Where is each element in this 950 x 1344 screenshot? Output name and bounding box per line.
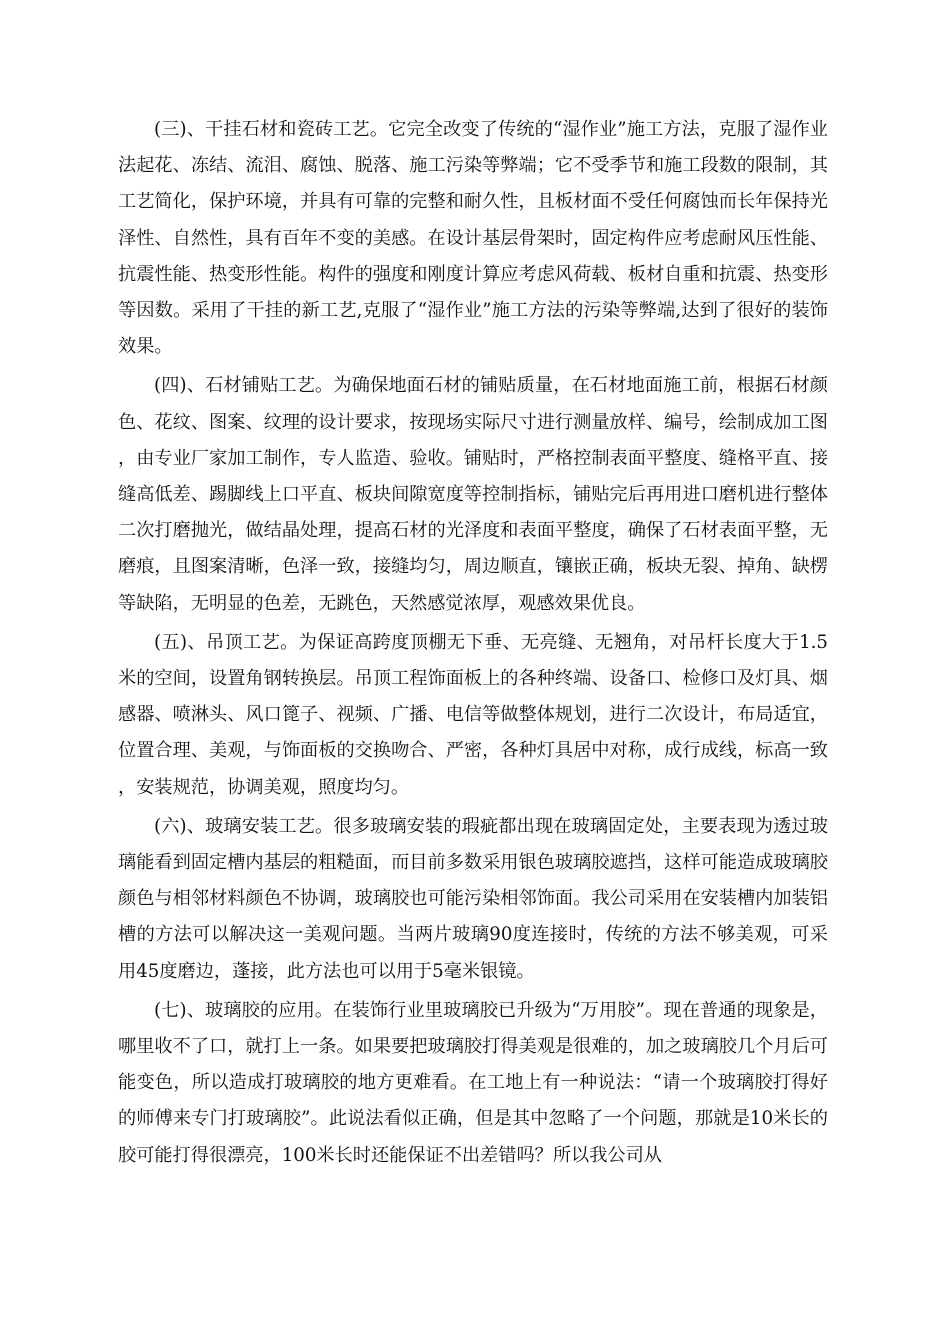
paragraph-section-3: (三)、干挂石材和瓷砖工艺。它完全改变了传统的“湿作业”施工方法，克服了湿作业法起花、冻结、流泪、腐蚀、脱落、施工污染等弊端；它不受季节和施工段数的限制，其工艺简化，保护环境，并具有可靠的完整和耐久性，且板材面不受任何腐蚀而长年保持光泽性、自然性，具有百年不变的美感。在设计基层骨架时，固定构件应考虑耐风压性能、抗震性能、热变形性能。构件的强度和刚度计算应考虑风荷载、板材自重和抗震、热变形等因数。采用了干挂的新工艺,克服了“湿作业”施工方法的污染等弊端,达到了很好的装饰效果。 — [118, 119, 828, 358]
paragraph-section-6: (六)、玻璃安装工艺。很多玻璃安装的瑕疵都出现在玻璃固定处，主要表现为透过玻璃能看到固定槽内基层的粗糙面，而目前多数采用银色玻璃胶遮挡，这样可能造成玻璃胶颜色与相邻材料颜色不协调，玻璃胶也可能污染相邻饰面。我公司采用在安装槽内加装铝槽的方法可以解决这一美观问题。当两片玻璃90度连接时，传统的方法不够美观，可采用45度磨边，蓬接，此方法也可以用于5毫米银镜。 — [118, 815, 828, 982]
paragraph-section-7: (七)、玻璃胶的应用。在装饰行业里玻璃胶已升级为“万用胶”。现在普通的现象是，哪里收不了口，就打上一条。如果要把玻璃胶打得美观是很难的，加之玻璃胶几个月后可能变色，所以造成打玻璃胶的地方更难看。在工地上有一种说法：“请一个玻璃胶打得好的师傅来专门打玻璃胶”。此说法看似正确，但是其中忽略了一个问题，那就是10米长的胶可能打得很漂亮，100米长时还能保证不出差错吗？所以我公司从 — [118, 999, 828, 1166]
paragraph-section-4: (四)、石材铺贴工艺。为确保地面石材的铺贴质量，在石材地面施工前，根据石材颜色、花纹、图案、纹理的设计要求，按现场实际尺寸进行测量放样、编号，绘制成加工图，由专业厂家加工制作，专人监造、验收。铺贴时，严格控制表面平整度、缝格平直、接缝高低差、踢脚线上口平直、板块间隙宽度等控制指标，铺贴完后再用进口磨机进行整体二次打磨抛光，做结晶处理，提高石材的光泽度和表面平整度，确保了石材表面平整，无磨痕，且图案清晰，色泽一致，接缝均匀，周边顺直，镶嵌正确，板块无裂、掉角、缺楞等缺陷，无明显的色差，无跳色，天然感觉浓厚，观感效果优良。 — [118, 375, 828, 614]
document-page — [118, 112, 828, 1174]
paragraph-section-5: (五)、吊顶工艺。为保证高跨度顶棚无下垂、无亮缝、无翘角，对吊杆长度大于1.5米的空间，设置角钢转换层。吊顶工程饰面板上的各种终端、设备口、检修口及灯具、烟感器、喷淋头、风口篦子、视频、广播、电信等做整体规划，进行二次设计，布局适宜，位置合理、美观，与饰面板的交换吻合、严密，各种灯具居中对称，成行成线，标高一致，安装规范，协调美观，照度均匀。 — [118, 631, 828, 798]
